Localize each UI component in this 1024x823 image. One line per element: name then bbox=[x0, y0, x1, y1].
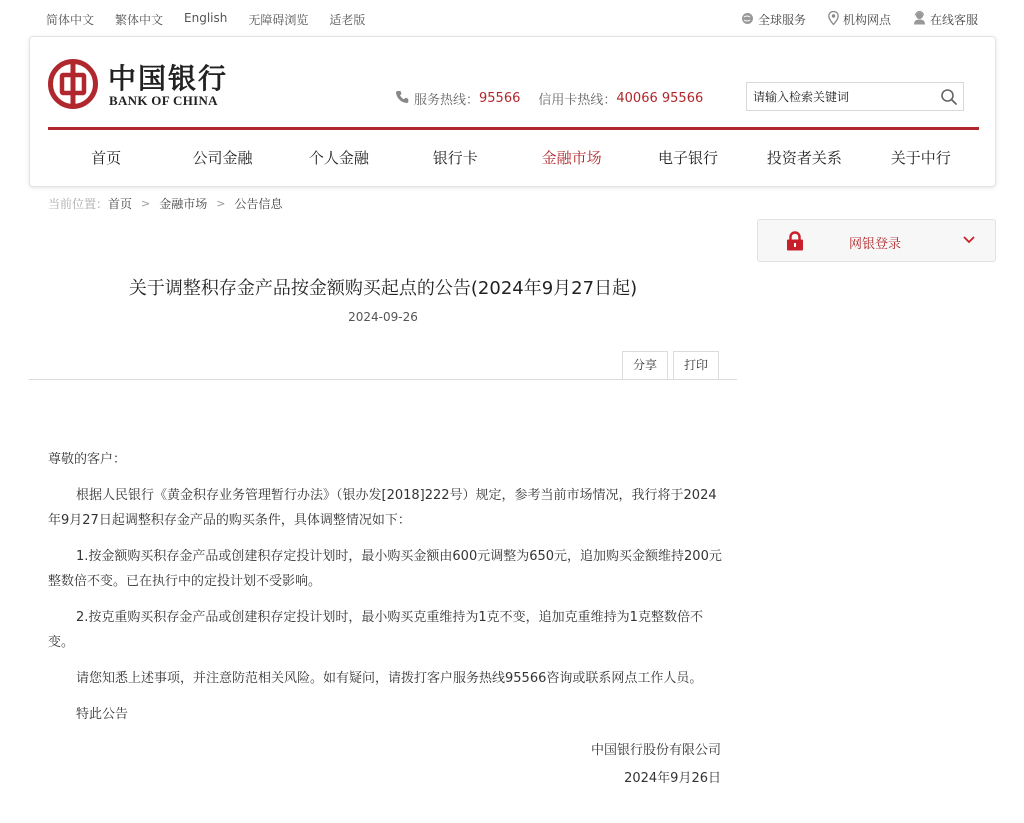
lang-link-english[interactable]: English bbox=[184, 11, 228, 25]
article-body bbox=[48, 447, 723, 802]
bank-logo[interactable] bbox=[48, 57, 248, 113]
search-box bbox=[746, 82, 964, 111]
lang-link-simplified[interactable]: 简体中文 bbox=[46, 13, 95, 27]
closing-text: 特此公告 bbox=[76, 707, 129, 722]
boc-logo-icon bbox=[48, 59, 98, 109]
chevron-right-icon: > bbox=[141, 197, 151, 210]
breadcrumb-home[interactable]: 首页 bbox=[108, 197, 133, 211]
nav-item-personal-banking[interactable]: 个人金融 bbox=[308, 149, 369, 167]
credit-card-hotline-label: 信用卡热线： bbox=[538, 93, 617, 108]
breadcrumb-prefix: 当前位置： bbox=[48, 197, 109, 211]
nav-item-home[interactable]: 首页 bbox=[91, 149, 122, 167]
online-service-link[interactable] bbox=[913, 11, 978, 28]
customer-service-icon bbox=[913, 11, 926, 28]
nav-item-e-banking[interactable]: 电子银行 bbox=[658, 149, 719, 167]
lang-link-traditional[interactable]: 繁体中文 bbox=[115, 13, 164, 27]
global-service-label: 全球服务 bbox=[757, 13, 806, 27]
global-service-link[interactable] bbox=[741, 11, 806, 28]
breadcrumb-announcements: 公告信息 bbox=[234, 197, 283, 211]
online-service-label: 在线客服 bbox=[929, 13, 978, 27]
paragraph-item-1: 1.按金额购买积存金产品或创建积存定投计划时，最小购买金额由600元调整为650元，追加购买金额维持200元整数倍不变。已在执行中的定投计划不受影响。 bbox=[48, 549, 722, 589]
paragraph-intro: 根据人民银行《黄金积存业务管理暂行办法》（银办发[2018]222号）规定，参考当前市场情况，我行将于2024年9月27日起调整积存金产品的购买条件，具体调整情况如下： bbox=[48, 488, 717, 528]
globe-icon bbox=[741, 12, 754, 28]
site-header bbox=[29, 36, 996, 187]
hotlines bbox=[395, 89, 703, 108]
article-date: 2024-09-26 bbox=[348, 310, 418, 324]
nav-item-corporate-banking[interactable]: 公司金融 bbox=[192, 149, 253, 167]
branch-locator-link[interactable] bbox=[828, 11, 891, 28]
phone-icon bbox=[395, 90, 410, 108]
chevron-right-icon: > bbox=[216, 197, 226, 210]
paragraph-notice: 请您知悉上述事项，并注意防范相关风险。如有疑问，请拨打客户服务热线95566咨询或联系网点工作人员。 bbox=[76, 671, 703, 686]
main-navigation bbox=[48, 130, 979, 186]
elderly-mode-link[interactable]: 适老版 bbox=[329, 13, 366, 27]
service-hotline-label: 服务热线： bbox=[414, 93, 480, 108]
breadcrumb bbox=[48, 195, 283, 212]
article-tools bbox=[622, 351, 724, 379]
share-button[interactable]: 分享 bbox=[622, 351, 668, 379]
article-divider bbox=[29, 379, 737, 380]
print-button[interactable]: 打印 bbox=[673, 351, 719, 379]
location-pin-icon bbox=[828, 11, 839, 28]
greeting: 尊敬的客户： bbox=[48, 452, 127, 467]
utility-links bbox=[719, 11, 978, 28]
service-hotline-number: 95566 bbox=[479, 91, 521, 106]
credit-card-hotline-number: 40066 95566 bbox=[616, 91, 704, 106]
nav-item-bank-card[interactable]: 银行卡 bbox=[432, 149, 478, 167]
paragraph-item-2: 2.按克重购买积存金产品或创建积存定投计划时，最小购买克重维持为1克不变，追加克重维持为1克整数倍不变。 bbox=[48, 610, 703, 650]
search-icon[interactable] bbox=[939, 87, 959, 107]
login-label: 网银登录 bbox=[849, 237, 902, 252]
nav-item-investor-relations[interactable]: 投资者关系 bbox=[766, 149, 842, 167]
branch-locator-label: 机构网点 bbox=[842, 13, 891, 27]
top-utility-bar bbox=[0, 0, 1024, 36]
accessibility-link[interactable]: 无障碍浏览 bbox=[248, 13, 309, 27]
lock-icon bbox=[786, 231, 804, 251]
online-banking-login-button[interactable] bbox=[757, 219, 996, 262]
chevron-down-icon bbox=[962, 235, 976, 245]
signature: 中国银行股份有限公司 bbox=[590, 743, 721, 758]
signature-date: 2024年9月26日 bbox=[624, 771, 721, 786]
nav-item-about-boc[interactable]: 关于中行 bbox=[890, 149, 951, 167]
logo-chinese-name: 中国银行 bbox=[108, 62, 229, 95]
search-input[interactable] bbox=[747, 83, 932, 110]
nav-item-financial-markets[interactable]: 金融市场 bbox=[541, 149, 602, 167]
article-title: 关于调整积存金产品按金额购买起点的公告(2024年9月27日起) bbox=[128, 278, 638, 299]
breadcrumb-financial-markets[interactable]: 金融市场 bbox=[159, 197, 208, 211]
language-links bbox=[46, 11, 386, 28]
logo-english-name: BANK OF CHINA bbox=[109, 93, 218, 108]
